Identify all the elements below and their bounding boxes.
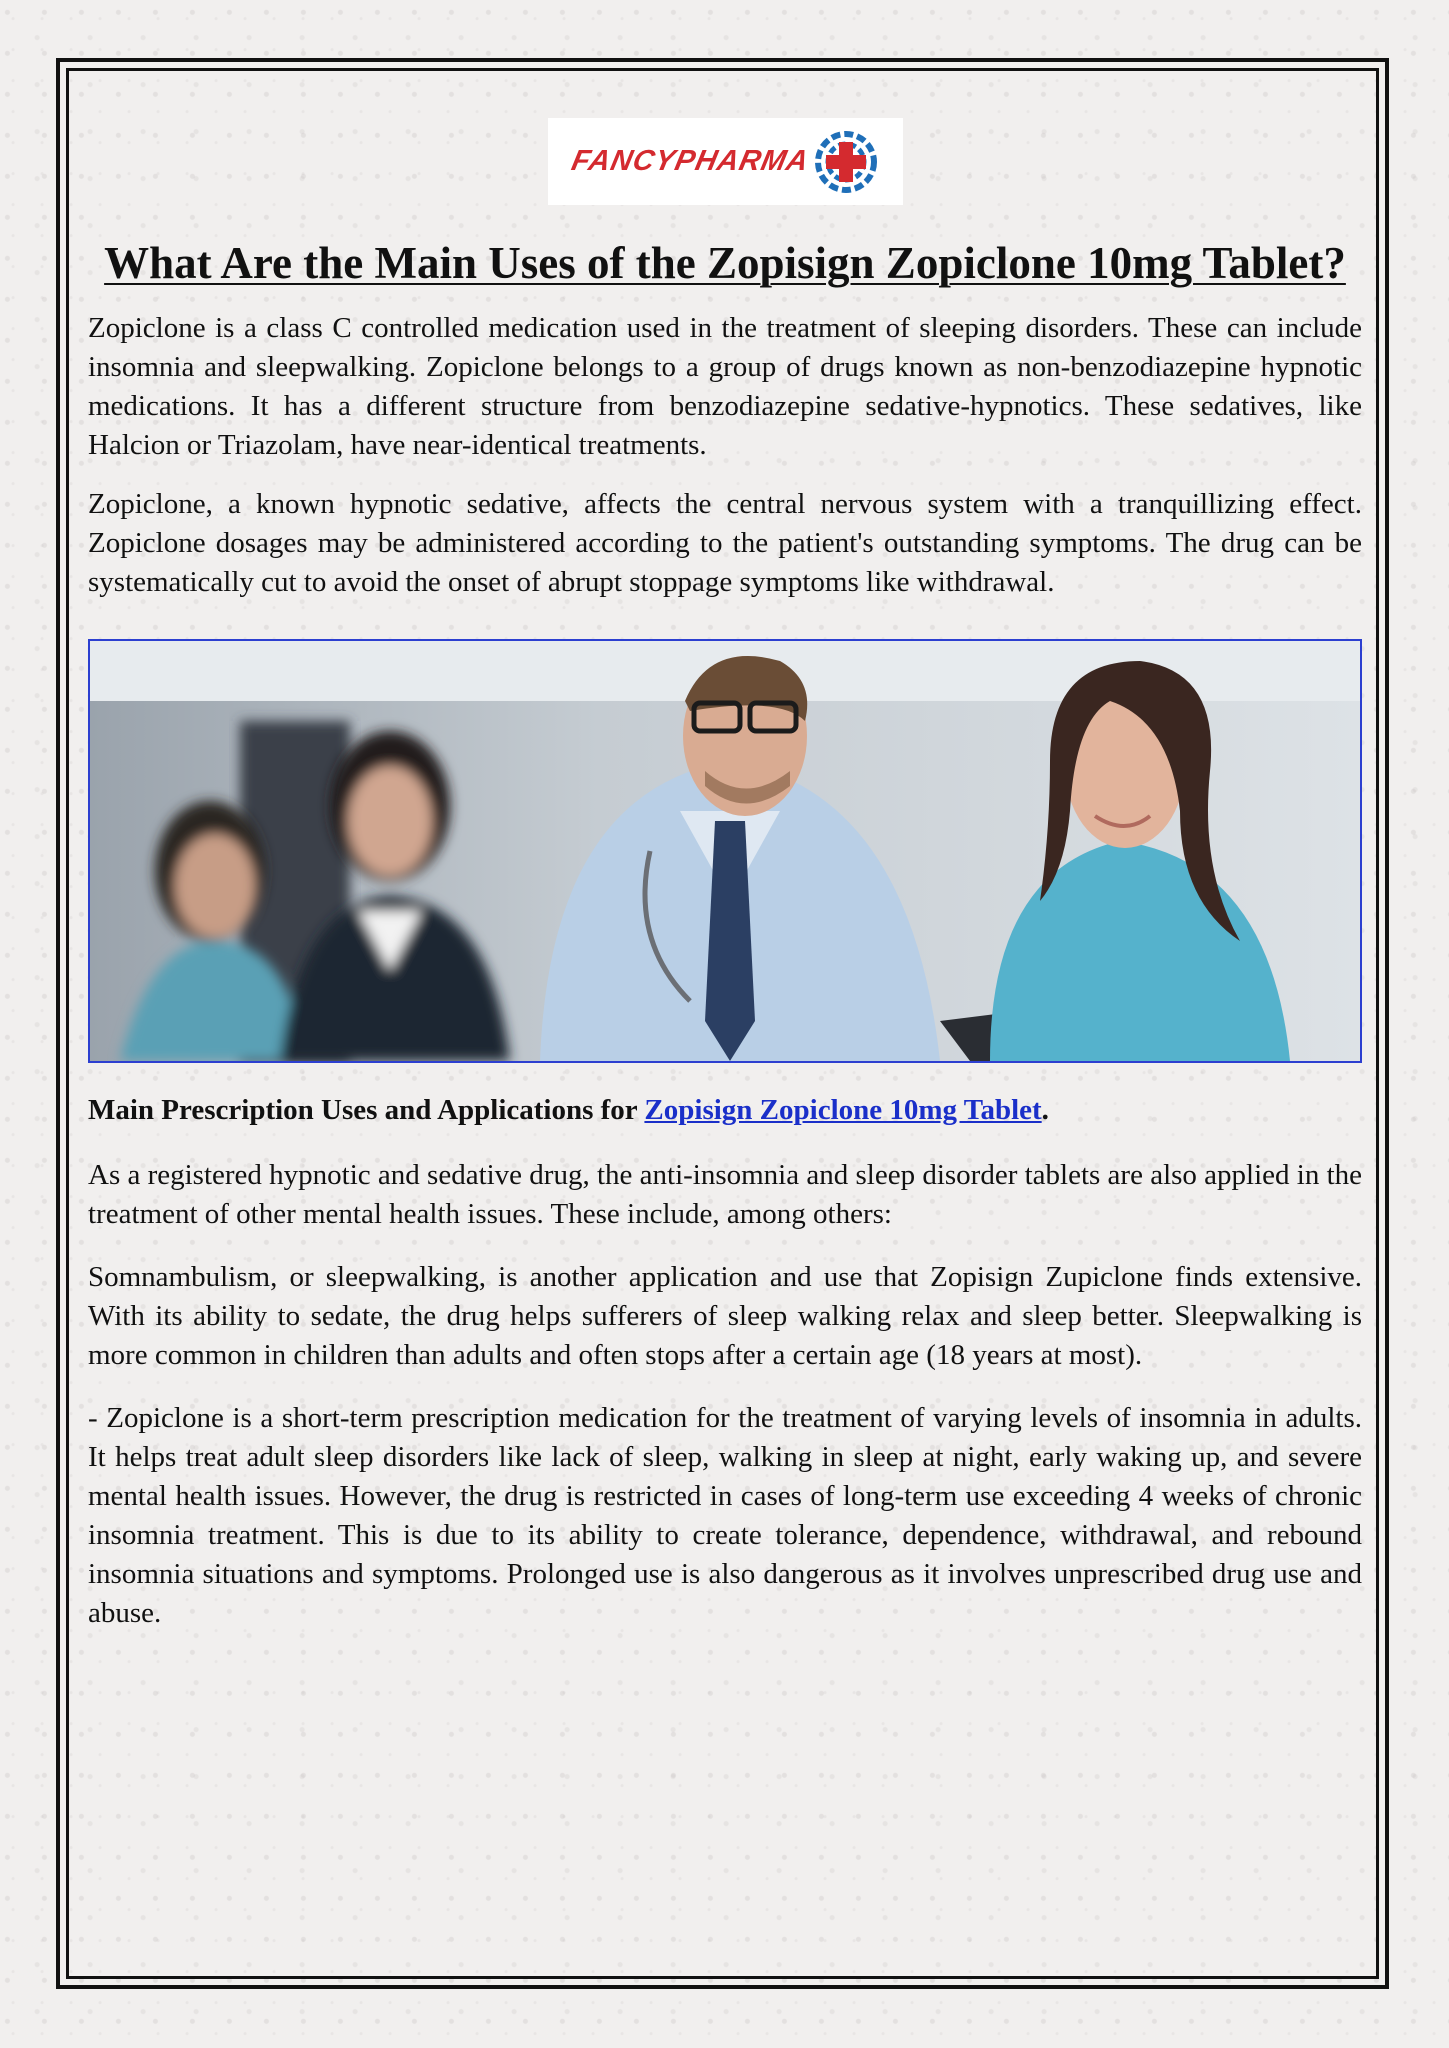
document-content	[88, 88, 1362, 1633]
globe-cross-icon	[814, 130, 878, 194]
photo-illustration	[90, 641, 1360, 1061]
paragraph-insomnia: - Zopiclone is a short-term prescription medication for the treatment of varying levels of insomnia in adults. It helps treat adult sleep disorders like lack of sleep, walking in sleep at night, early waking up, and severe mental health issues. However, the drug is restricted in cases of long-term use exceeding 4 weeks of chronic insomnia treatment. This is due to its ability to create tolerance, dependence, withdrawal, and rebound insomnia situations and symptoms. Prolonged use is also dangerous as it involves unprescribed drug use and abuse.	[88, 1402, 1362, 1629]
page-title: What Are the Main Uses of the Zopisign Zopiclone 10mg Tablet?	[104, 238, 1346, 288]
subhead-prefix: Main Prescription Uses and Applications for	[88, 1094, 645, 1126]
subhead-suffix: .	[1041, 1094, 1049, 1126]
doctor-nurse-photo	[88, 639, 1362, 1063]
paragraph-sleepwalking: Somnambulism, or sleepwalking, is another application and use that Zopisign Zupiclone finds extensive. With its ability to sedate, the drug helps sufferers of sleep walking relax and sleep better. Sleepwalking is more common in children than adults and often stops after a certain age (18 years at most).	[88, 1261, 1362, 1371]
section-subheading	[88, 1091, 1362, 1130]
paragraph-intro: Zopiclone is a class C controlled medication used in the treatment of sleeping disorders. These can include insomnia and sleepwalking. Zopiclone belongs to a group of drugs known as non-benzodiazepine hypnotic medications. It has a different structure from benzodiazepine sedative-hypnotics. These sedatives, like Halcion or Triazolam, have near-identical treatments.	[88, 312, 1362, 461]
fancypharma-logo	[548, 118, 903, 205]
paragraph-applications: As a registered hypnotic and sedative drug, the anti-insomnia and sleep disorder tablets are also applied in the treatment of other mental health issues. These include, among others:	[88, 1159, 1363, 1230]
product-link[interactable]: Zopisign Zopiclone 10mg Tablet	[644, 1094, 1042, 1126]
paragraph-sedative: Zopiclone, a known hypnotic sedative, affects the central nervous system with a tranquillizing effect. Zopiclone dosages may be administered according to the patient's outstanding symptoms. The drug can be systematically cut to avoid the onset of abrupt stoppage symptoms like withdrawal.	[88, 488, 1362, 598]
logo-text: FANCYPHARMA	[568, 145, 812, 177]
